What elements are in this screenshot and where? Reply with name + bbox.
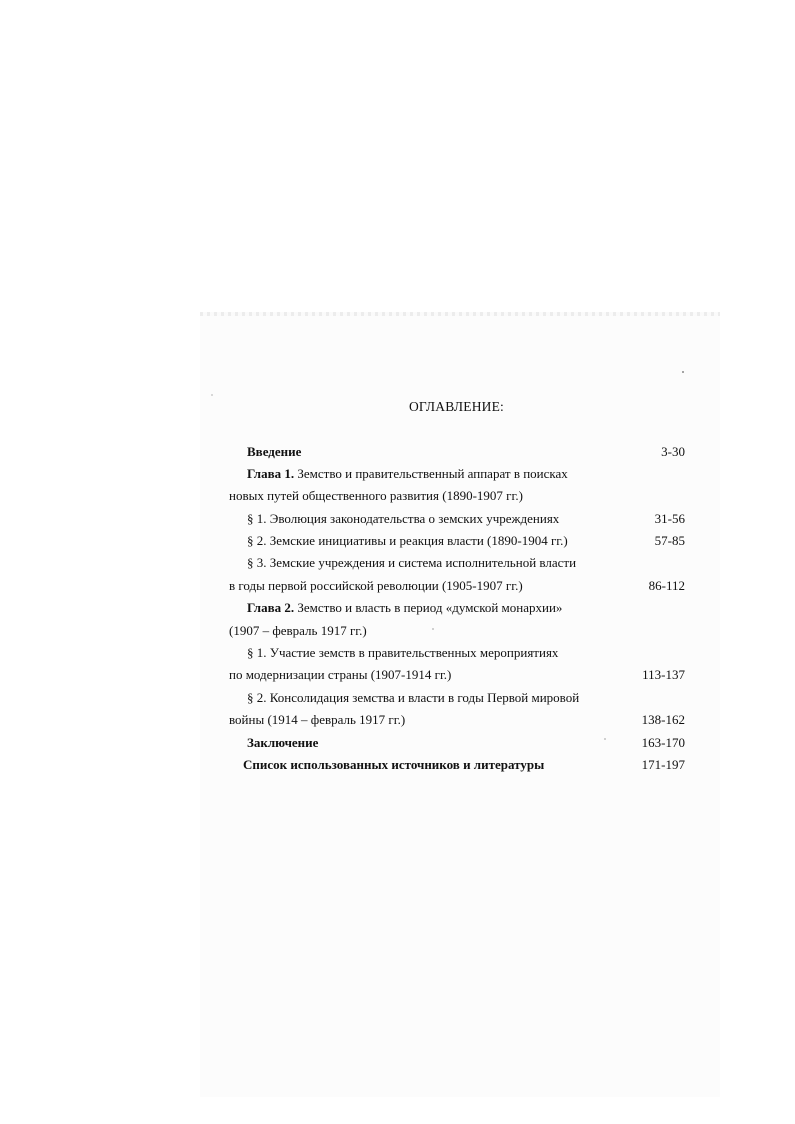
toc-sources-pages: 171-197 xyxy=(641,757,685,772)
toc-s1-2-text: § 2. Земские инициативы и реакция власти (1890-1904 гг.) xyxy=(247,533,568,548)
toc-s2-1-line1: § 1. Участие земств в правительственных мероприятиях xyxy=(247,645,559,660)
toc-chapter2-title: Земство и власть в период «думской монархии» xyxy=(294,600,563,615)
toc-chapter1-title: Земство и правительственный аппарат в поисках xyxy=(294,466,568,481)
toc-s2-2-pages: 138-162 xyxy=(641,712,685,727)
toc-chapter1-line2: новых путей общественного развития (1890-1907 гг.) xyxy=(229,488,523,503)
toc-sources-label: Список использованных источников и литературы xyxy=(243,757,545,772)
toc-conclusion-label: Заключение xyxy=(247,735,319,750)
toc-s1-3-line1: § 3. Земские учреждения и система исполнительной власти xyxy=(247,555,577,570)
toc-s2-1-line2: по модернизации страны (1907-1914 гг.) xyxy=(229,667,452,682)
toc-s2-2-line2: войны (1914 – февраль 1917 гг.) xyxy=(229,712,406,727)
toc-s1-1-text: § 1. Эволюция законодательства о земских учреждениях xyxy=(247,511,560,526)
toc-chapter2-line1 xyxy=(247,600,562,616)
toc-s1-1-pages: 31-56 xyxy=(654,511,685,526)
toc-conclusion-pages: 163-170 xyxy=(641,735,685,750)
scan-speck xyxy=(211,394,213,396)
toc-chapter2-prefix: Глава 2. xyxy=(247,600,295,615)
scan-top-edge xyxy=(200,312,720,316)
toc-s1-2-pages: 57-85 xyxy=(654,533,685,548)
toc-s2-2-line1: § 2. Консолидация земства и власти в годы Первой мировой xyxy=(247,690,580,705)
toc-chapter2-line2: (1907 – февраль 1917 гг.) xyxy=(229,623,367,638)
toc-s1-3-line2: в годы первой российской революции (1905-1907 гг.) xyxy=(229,578,523,593)
toc-chapter1-line1 xyxy=(247,466,568,482)
toc-intro-label: Введение xyxy=(247,444,302,459)
toc-title: ОГЛАВЛЕНИЕ: xyxy=(408,399,505,414)
toc-chapter1-prefix: Глава 1. xyxy=(247,466,295,481)
scan-speck xyxy=(432,628,434,630)
toc-s1-3-pages: 86-112 xyxy=(648,578,685,593)
toc-intro-pages: 3-30 xyxy=(661,444,685,459)
scan-speck xyxy=(682,371,684,373)
scan-speck xyxy=(604,738,606,740)
toc-s2-1-pages: 113-137 xyxy=(642,667,685,682)
